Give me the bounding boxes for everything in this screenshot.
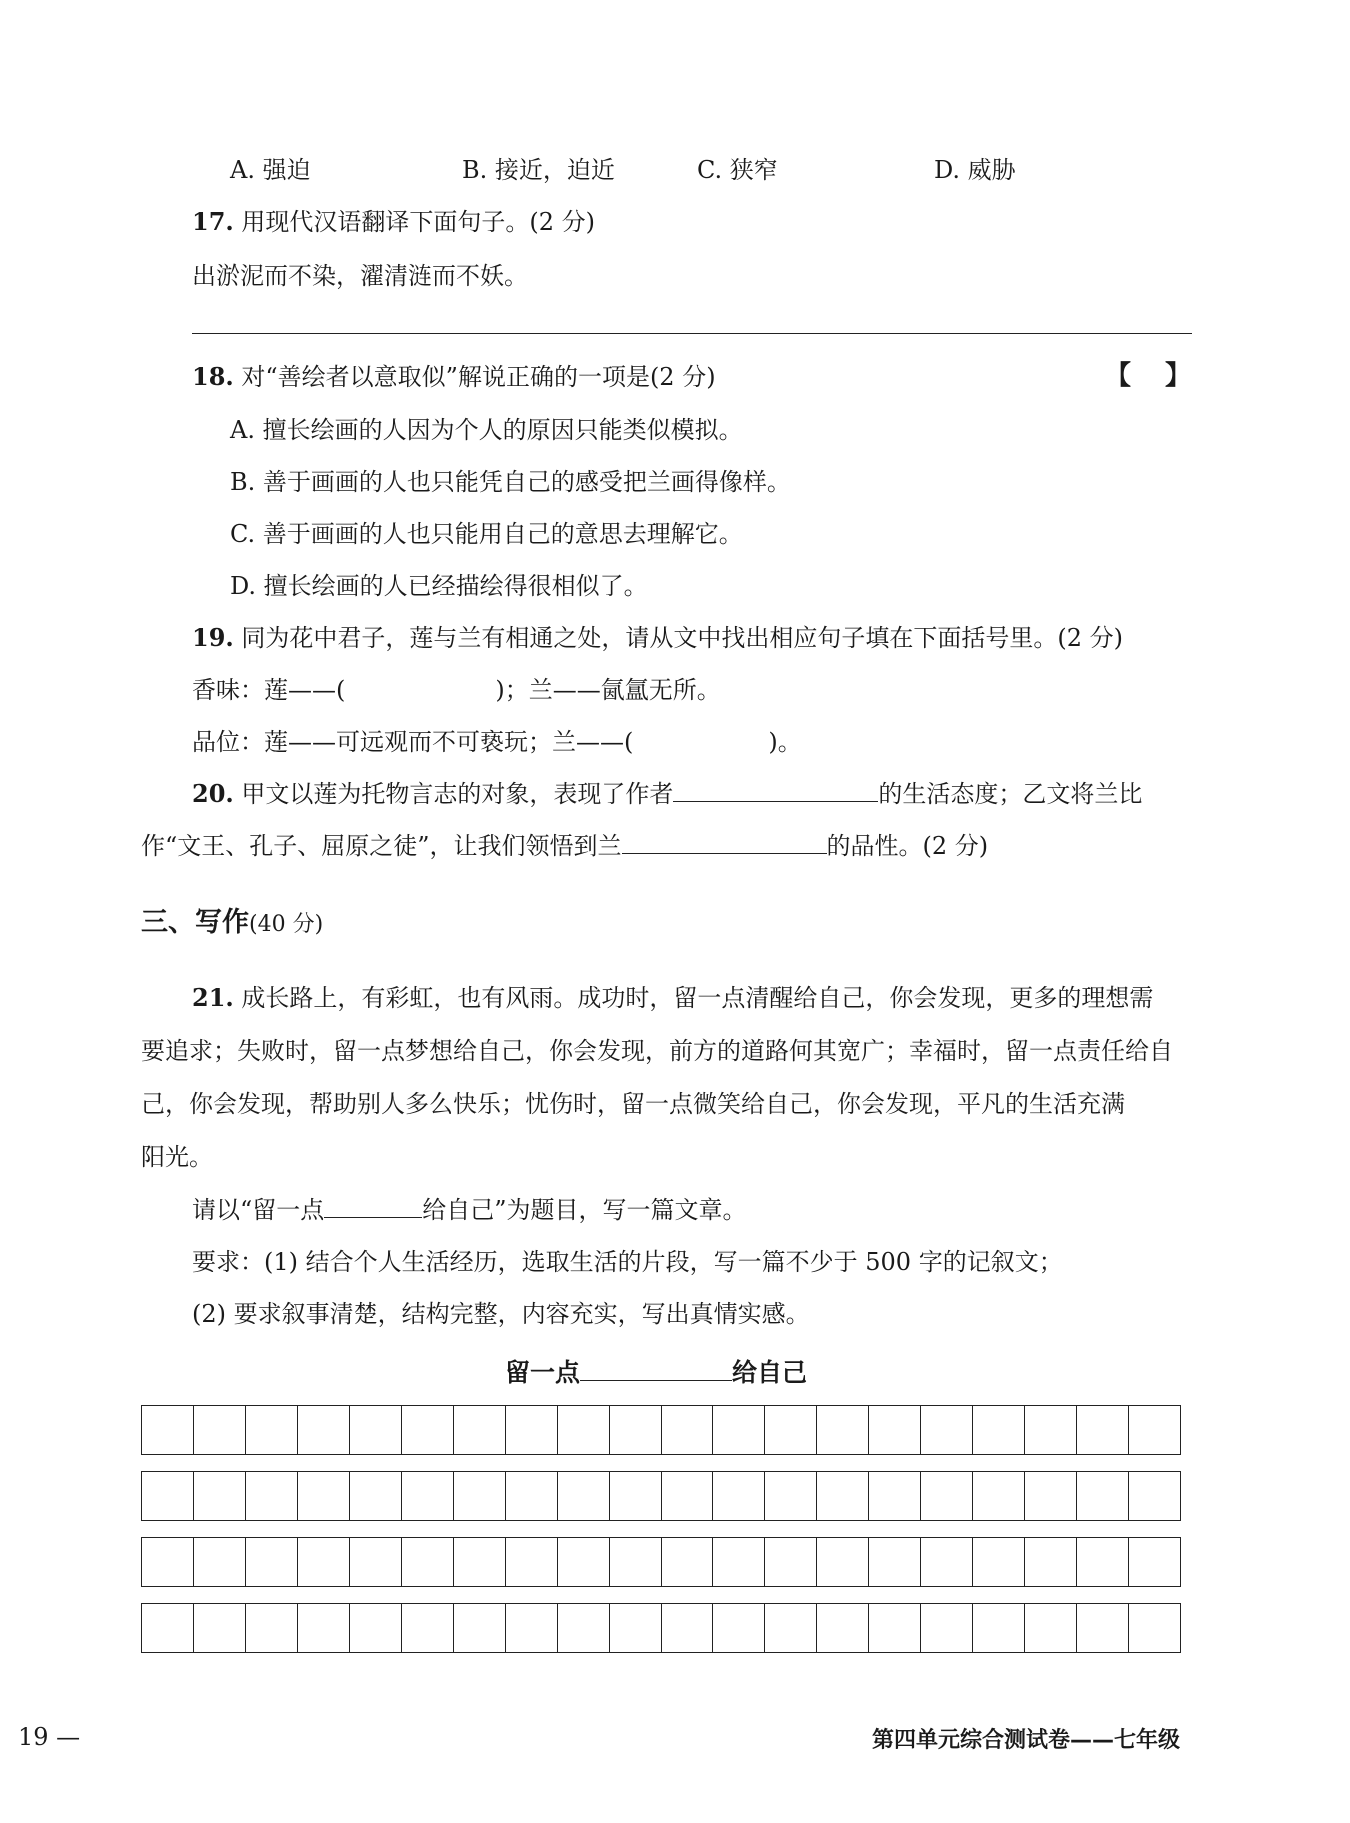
q20-line1 bbox=[192, 774, 1142, 809]
q21-para-line-4: 阳光。 bbox=[141, 1143, 213, 1171]
essay-title-blank[interactable] bbox=[580, 1355, 732, 1381]
q18-bracket-open: 【 bbox=[1105, 361, 1132, 391]
footer-title: 第四单元综合测试卷——七年级 bbox=[872, 1728, 1181, 1753]
q18-option-b: B. 善于画画的人也只能凭自己的感受把兰画得像样。 bbox=[230, 468, 791, 496]
q21-instruction bbox=[192, 1190, 747, 1225]
q21-para-line-3: 己，你会发现，帮助别人多么快乐；忧伤时，留一点微笑给自己，你会发现，平凡的生活充满 bbox=[141, 1090, 1125, 1118]
q21-requirement-1: 要求：(1) 结合个人生活经历，选取生活的片段，写一篇不少于 500 字的记叙文； bbox=[192, 1248, 1063, 1276]
writing-grid-row[interactable] bbox=[141, 1537, 1181, 1587]
q21-line-1 bbox=[192, 978, 1153, 1013]
q19-prompt: 同为花中君子，莲与兰有相通之处，请从文中找出相应句子填在下面括号里。(2 分) bbox=[241, 624, 1124, 652]
section-3-heading bbox=[141, 900, 323, 939]
q19-line2-end: )。 bbox=[768, 728, 802, 756]
q18-answer-bracket[interactable] bbox=[1105, 355, 1191, 392]
q18-number: 18. bbox=[192, 362, 234, 391]
q18-option-d: D. 擅长绘画的人已经描绘得很相似了。 bbox=[230, 572, 648, 600]
q16-option-a: A. 强迫 bbox=[230, 156, 311, 184]
q18-prompt: 对“善绘者以意取似”解说正确的一项是(2 分) bbox=[241, 363, 716, 391]
q21-number: 21. bbox=[192, 983, 234, 1012]
q19-line-fragrance bbox=[192, 670, 721, 705]
q21-para-line-1: 成长路上，有彩虹，也有风雨。成功时，留一点清醒给自己，你会发现，更多的理想需 bbox=[241, 984, 1154, 1012]
q19-line1-start: 香味：莲——( bbox=[192, 676, 346, 704]
q21-requirement-2: (2) 要求叙事清楚，结构完整，内容充实，写出真情实感。 bbox=[192, 1300, 810, 1328]
q20-line2 bbox=[141, 826, 988, 861]
essay-title bbox=[505, 1353, 807, 1389]
q20-line2-start: 作“文王、孔子、屈原之徒”，让我们领悟到兰 bbox=[141, 832, 622, 860]
writing-grid-row[interactable] bbox=[141, 1603, 1181, 1653]
q18-bracket-close: 】 bbox=[1165, 361, 1192, 391]
q18-option-a: A. 擅长绘画的人因为个人的原因只能类似模拟。 bbox=[230, 416, 743, 444]
section-3-title: 三、写作 bbox=[141, 907, 249, 938]
q18-option-c: C. 善于画画的人也只能用自己的意思去理解它。 bbox=[230, 520, 743, 548]
q20-line1-end: 的生活态度；乙文将兰比 bbox=[878, 780, 1143, 808]
q17-number: 17. bbox=[192, 207, 234, 236]
q21-instruction-start: 请以“留一点 bbox=[192, 1196, 325, 1224]
section-3-score: (40 分) bbox=[249, 912, 324, 937]
q16-option-d: D. 威胁 bbox=[934, 156, 1016, 184]
q20-line1-start: 甲文以莲为托物言志的对象，表现了作者 bbox=[241, 780, 674, 808]
q19-line2-start: 品位：莲——可远观而不可亵玩；兰——( bbox=[192, 728, 634, 756]
q20-line2-end: 的品性。(2 分) bbox=[826, 832, 989, 860]
writing-grid-row[interactable] bbox=[141, 1471, 1181, 1521]
q19-number: 19. bbox=[192, 623, 234, 652]
q17-question bbox=[192, 202, 595, 237]
q19-line-grade bbox=[192, 722, 802, 757]
essay-title-end: 给自己 bbox=[732, 1358, 808, 1387]
q16-option-c: C. 狭窄 bbox=[697, 156, 778, 184]
writing-grid-row[interactable] bbox=[141, 1405, 1181, 1455]
q20-number: 20. bbox=[192, 779, 234, 808]
q21-title-blank[interactable] bbox=[324, 1193, 422, 1218]
q17-answer-line[interactable] bbox=[192, 333, 1192, 334]
essay-title-start: 留一点 bbox=[505, 1358, 581, 1387]
q21-para-line-2: 要追求；失败时，留一点梦想给自己，你会发现，前方的道路何其宽广；幸福时，留一点责任给自 bbox=[141, 1037, 1173, 1065]
page-number: 19 — bbox=[18, 1723, 81, 1751]
q21-instruction-end: 给自己”为题目，写一篇文章。 bbox=[422, 1196, 747, 1224]
q17-prompt: 用现代汉语翻译下面句子。(2 分) bbox=[241, 208, 596, 236]
q19-question bbox=[192, 618, 1123, 653]
q20-blank-2[interactable] bbox=[622, 829, 827, 854]
q19-line1-end: )；兰——氤氲无所。 bbox=[495, 676, 721, 704]
q17-sentence: 出淤泥而不染，濯清涟而不妖。 bbox=[192, 262, 528, 290]
q18-question bbox=[192, 357, 716, 392]
q20-blank-1[interactable] bbox=[673, 777, 878, 802]
q16-option-b: B. 接近，迫近 bbox=[462, 156, 615, 184]
